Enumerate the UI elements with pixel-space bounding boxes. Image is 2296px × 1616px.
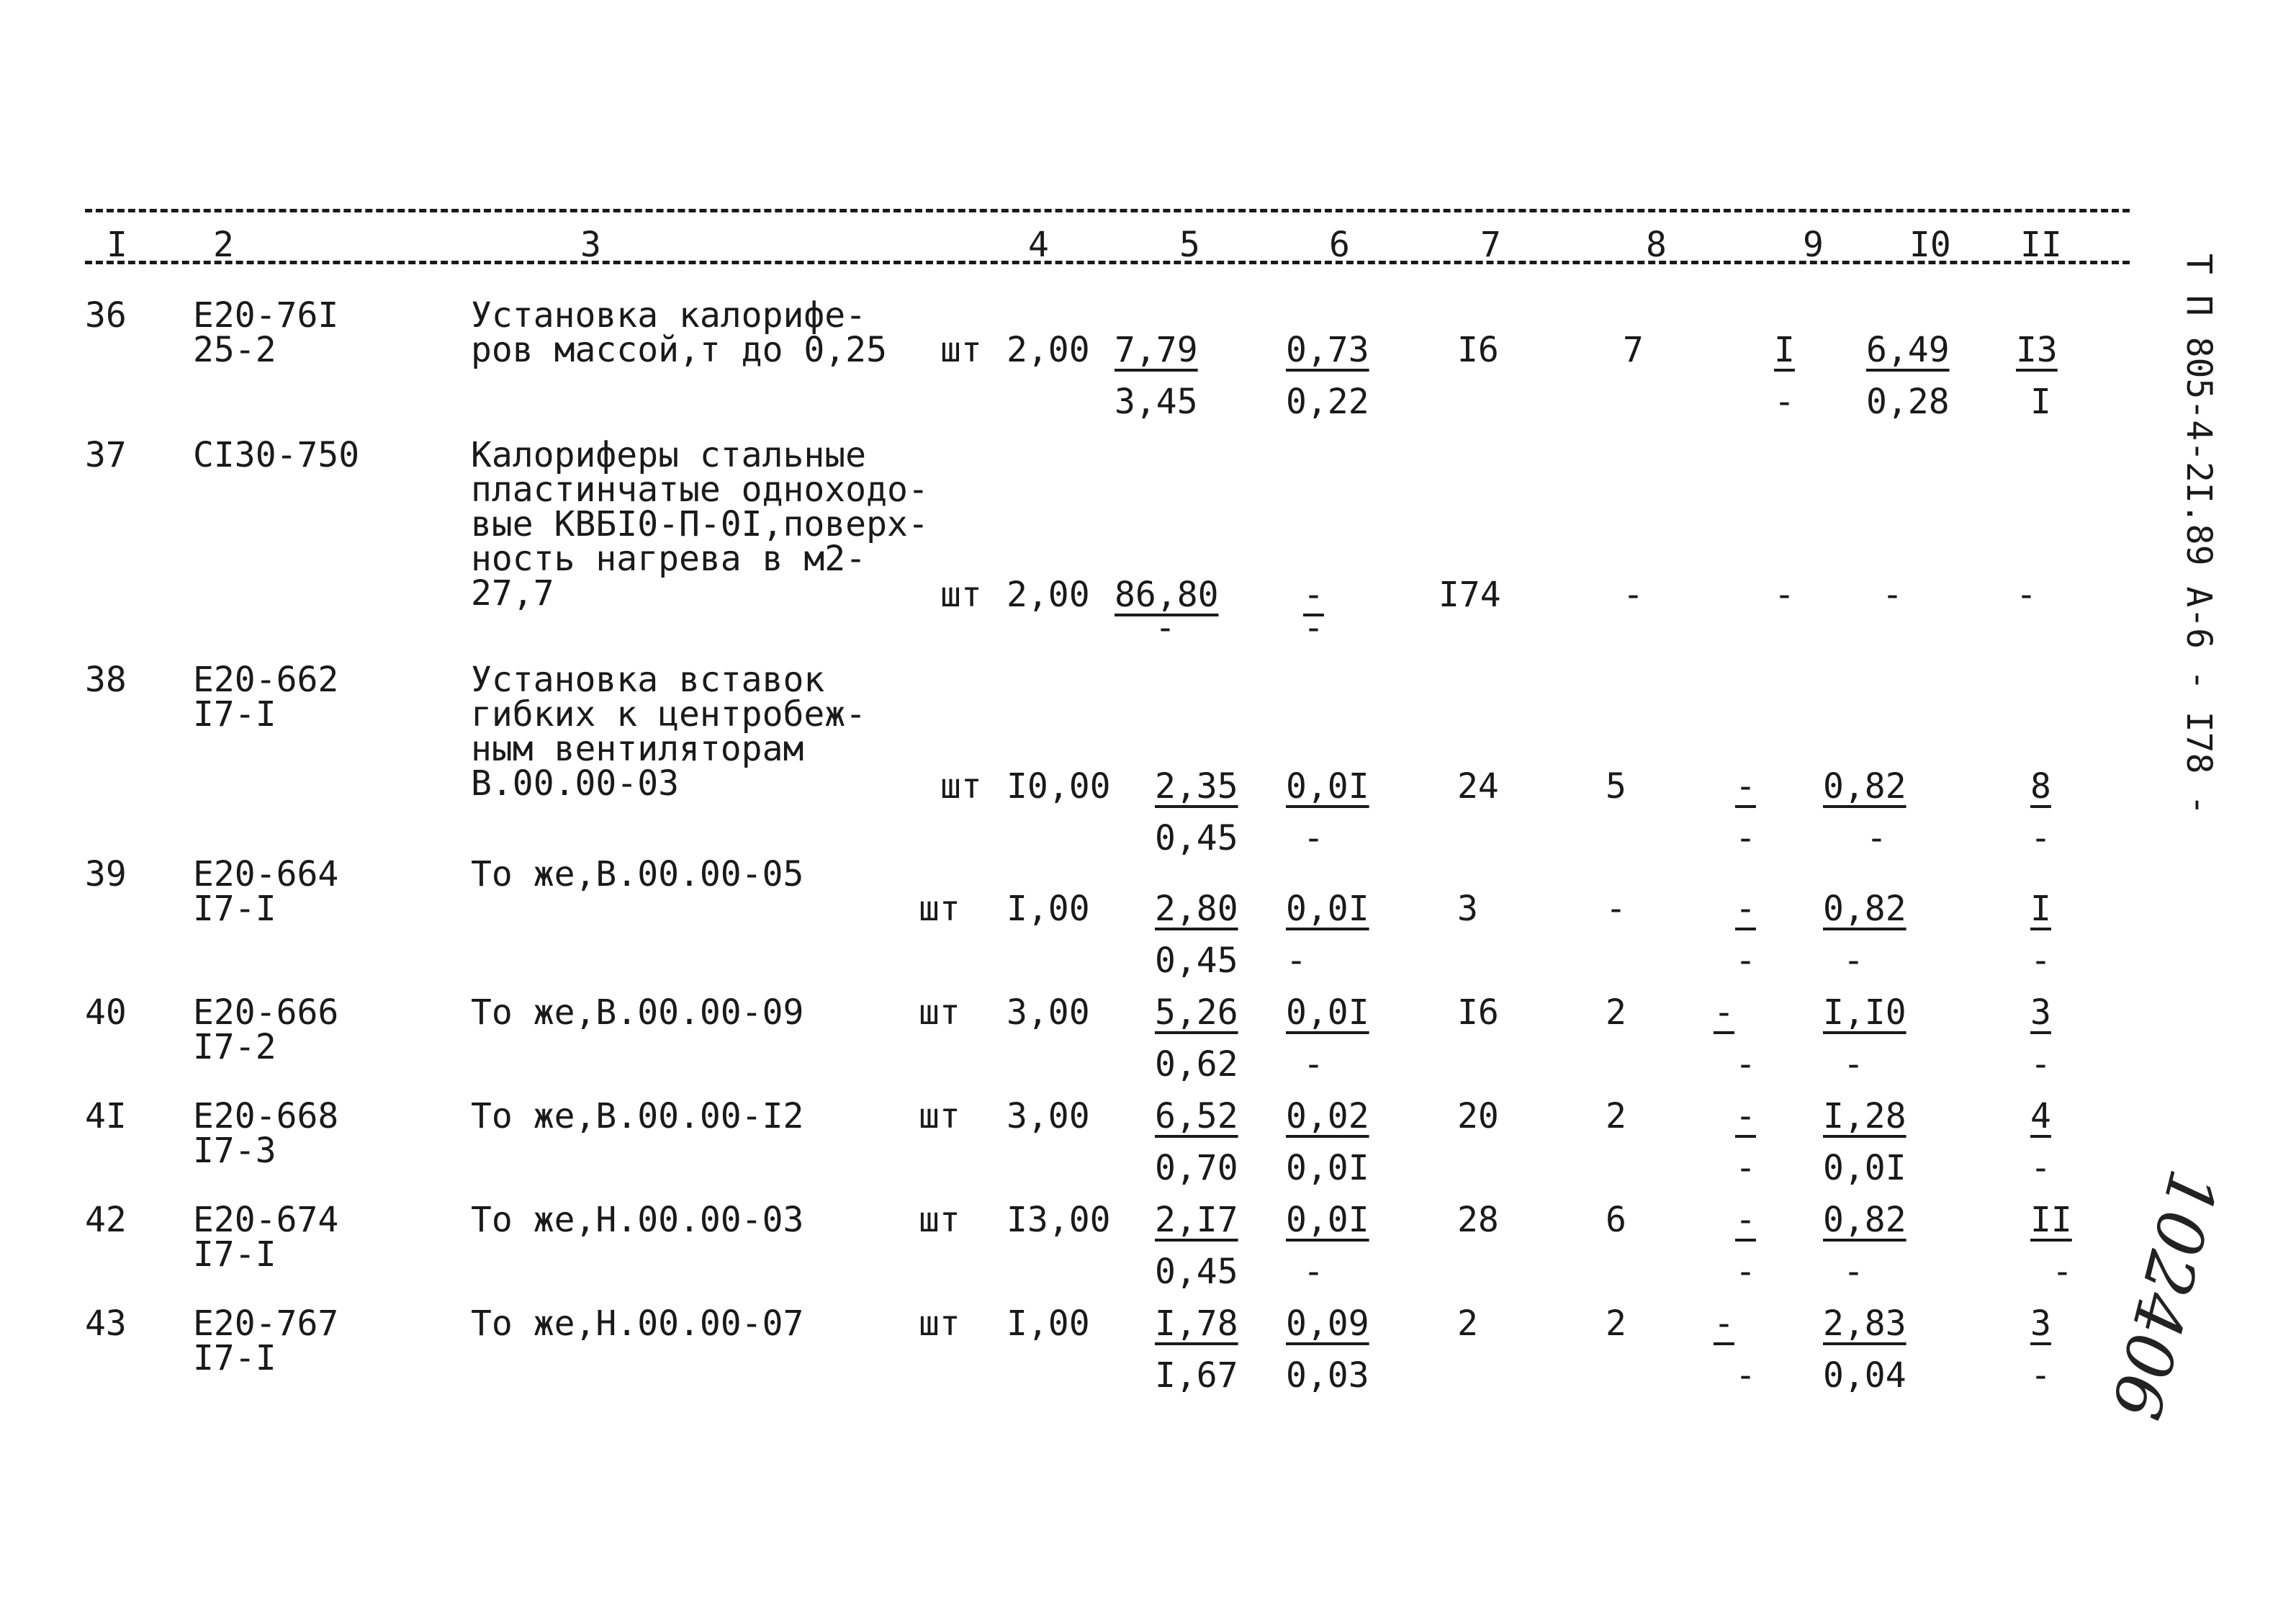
- cell-10: I,I0: [1823, 992, 1906, 1033]
- cell-7: I6: [1457, 330, 1499, 370]
- row-quantity: I,00: [1007, 1303, 1090, 1344]
- cell-10: 0,82: [1823, 766, 1906, 807]
- row-unit: шт: [919, 992, 960, 1033]
- row-quantity: 3,00: [1007, 992, 1090, 1033]
- cell-6-sub: -: [1303, 1252, 1324, 1292]
- cell-5-sub: 0,62: [1155, 1044, 1238, 1085]
- cell-5: 5,26: [1155, 992, 1238, 1033]
- cell-5-sub: -: [1155, 608, 1176, 648]
- cell-10: -: [1882, 575, 1903, 615]
- cell-9-sub: -: [1735, 1044, 1756, 1085]
- col-header-8: 8: [1646, 225, 1667, 265]
- row-unit: шт: [919, 1303, 960, 1344]
- row-description: То же,Н.00.00-07: [471, 1303, 804, 1344]
- cell-9-sub: -: [1774, 382, 1795, 422]
- cell-10: 0,82: [1823, 889, 1906, 929]
- cell-9: -: [1735, 766, 1756, 807]
- row-code-sub: I7-2: [193, 1027, 276, 1067]
- cell-6: 0,09: [1286, 1303, 1369, 1344]
- cell-8: 7: [1623, 330, 1644, 370]
- cell-6-sub: 0,0I: [1286, 1148, 1369, 1188]
- cell-5-sub: 3,45: [1115, 382, 1198, 422]
- cell-11: 4: [2030, 1096, 2051, 1136]
- cell-11: 3: [2030, 1303, 2051, 1344]
- cell-5-sub: I,67: [1155, 1355, 1238, 1396]
- cell-9: -: [1714, 1303, 1734, 1344]
- cell-11-sub: -: [2030, 818, 2051, 858]
- row-number: 42: [85, 1200, 127, 1240]
- cell-5: 86,80: [1115, 575, 1219, 615]
- row-number: 4I: [85, 1096, 127, 1136]
- cell-9: -: [1735, 889, 1756, 929]
- row-code: СI30-750: [193, 435, 360, 475]
- cell-10: 2,83: [1823, 1303, 1906, 1344]
- cell-6: 0,0I: [1286, 1200, 1369, 1240]
- cell-10-sub: -: [1843, 941, 1864, 981]
- cell-10-sub: -: [1843, 1252, 1864, 1292]
- cell-10-sub: 0,0I: [1823, 1148, 1906, 1188]
- cell-9-sub: -: [1735, 1252, 1756, 1292]
- row-description: То же,В.00.00-05: [471, 854, 804, 894]
- cell-8: 6: [1606, 1200, 1626, 1240]
- cell-5-sub: 0,45: [1155, 818, 1238, 858]
- cell-11: 8: [2030, 766, 2051, 807]
- cell-5: I,78: [1155, 1303, 1238, 1344]
- cell-11: 3: [2030, 992, 2051, 1033]
- row-code: Е20-666: [193, 992, 339, 1033]
- cell-10-sub: -: [1843, 1044, 1864, 1085]
- cell-8: 5: [1606, 766, 1626, 807]
- cell-6-sub: 0,22: [1286, 382, 1369, 422]
- row-quantity: 2,00: [1007, 330, 1090, 370]
- row-number: 40: [85, 992, 127, 1033]
- row-code: Е20-767: [193, 1303, 339, 1344]
- col-header-1: I: [107, 225, 127, 265]
- row-unit: шт: [940, 330, 982, 370]
- cell-11-sub: -: [2030, 1148, 2051, 1188]
- row-description: Калориферы стальные пластинчатые одноходо- вые КВБI0-П-0I,поверх- ность нагрева в м2- 27,7: [471, 435, 929, 614]
- cell-10-sub: 0,28: [1866, 382, 1950, 422]
- row-code: Е20-662: [193, 660, 339, 700]
- cell-6: 0,0I: [1286, 992, 1369, 1033]
- row-unit: шт: [940, 766, 982, 807]
- col-header-9: 9: [1803, 225, 1824, 265]
- row-quantity: I3,00: [1007, 1200, 1111, 1240]
- document-code-vertical: Т П 805-4-2I.89 А-6 - I78 -: [2179, 253, 2219, 816]
- col-header-11: II: [2020, 225, 2062, 265]
- cell-7: 28: [1457, 1200, 1499, 1240]
- row-code-sub: I7-I: [193, 1234, 276, 1275]
- row-number: 43: [85, 1303, 127, 1344]
- cell-6-sub: -: [1286, 941, 1307, 981]
- cell-8: -: [1623, 575, 1644, 615]
- row-description: То же,В.00.00-I2: [471, 1096, 804, 1136]
- cell-7: 2: [1457, 1303, 1478, 1344]
- cell-8: 2: [1606, 1303, 1626, 1344]
- cell-7: I74: [1439, 575, 1501, 615]
- row-code: Е20-674: [193, 1200, 339, 1240]
- cell-7: 20: [1457, 1096, 1499, 1136]
- row-number: 37: [85, 435, 127, 475]
- cell-10: 0,82: [1823, 1200, 1906, 1240]
- row-quantity: I0,00: [1007, 766, 1111, 807]
- cell-9-sub: -: [1735, 941, 1756, 981]
- cell-10: 6,49: [1866, 330, 1950, 370]
- row-number: 39: [85, 854, 127, 894]
- row-description: То же,Н.00.00-03: [471, 1200, 804, 1240]
- cell-7: 24: [1457, 766, 1499, 807]
- cell-9-sub: -: [1735, 1148, 1756, 1188]
- row-unit: шт: [919, 889, 960, 929]
- col-header-6: 6: [1329, 225, 1350, 265]
- cell-5-sub: 0,45: [1155, 941, 1238, 981]
- row-unit: шт: [919, 1200, 960, 1240]
- cell-9: -: [1774, 575, 1795, 615]
- cell-6: 0,73: [1286, 330, 1369, 370]
- header-rule-top: [85, 209, 2130, 216]
- col-header-4: 4: [1028, 225, 1049, 265]
- cell-11-sub: -: [2030, 1355, 2051, 1396]
- cell-11: -: [2016, 575, 2037, 615]
- row-description: Установка вставок гибких к центробеж- ным вентиляторам В.00.00-03: [471, 660, 867, 804]
- row-code-sub: 25-2: [193, 330, 276, 370]
- cell-11-sub: -: [2030, 941, 2051, 981]
- cell-6: 0,0I: [1286, 766, 1369, 807]
- col-header-7: 7: [1480, 225, 1501, 265]
- col-header-5: 5: [1179, 225, 1200, 265]
- cell-11: I: [2030, 889, 2051, 929]
- cell-6-sub: -: [1303, 1044, 1324, 1085]
- cell-7: 3: [1457, 889, 1478, 929]
- row-unit: шт: [940, 575, 982, 615]
- row-code: Е20-76I: [193, 295, 339, 336]
- col-header-2: 2: [213, 225, 234, 265]
- cell-9-sub: -: [1735, 1355, 1756, 1396]
- cell-6: 0,0I: [1286, 889, 1369, 929]
- cell-11: II: [2030, 1200, 2072, 1240]
- col-header-3: 3: [580, 225, 601, 265]
- cell-11: I3: [2016, 330, 2058, 370]
- cell-5-sub: 0,70: [1155, 1148, 1238, 1188]
- cell-5-sub: 0,45: [1155, 1252, 1238, 1292]
- cell-6-sub: -: [1303, 818, 1324, 858]
- row-code-sub: I7-I: [193, 1338, 276, 1378]
- cell-11-sub: -: [2030, 1044, 2051, 1085]
- cell-8: -: [1606, 889, 1626, 929]
- row-code-sub: I7-I: [193, 889, 276, 929]
- row-quantity: I,00: [1007, 889, 1090, 929]
- cell-5: 2,80: [1155, 889, 1238, 929]
- cell-10-sub: -: [1866, 818, 1887, 858]
- cell-8: 2: [1606, 992, 1626, 1033]
- col-header-10: I0: [1909, 225, 1951, 265]
- row-quantity: 2,00: [1007, 575, 1090, 615]
- cell-8: 2: [1606, 1096, 1626, 1136]
- row-code-sub: I7-I: [193, 694, 276, 735]
- cell-9-sub: -: [1735, 818, 1756, 858]
- cell-6: 0,02: [1286, 1096, 1369, 1136]
- row-description: То же,В.00.00-09: [471, 992, 804, 1033]
- cell-9: -: [1735, 1096, 1756, 1136]
- handwritten-number: 102406: [2096, 1162, 2232, 1427]
- cell-9: -: [1714, 992, 1734, 1033]
- cell-6-sub: -: [1303, 608, 1324, 648]
- row-unit: шт: [919, 1096, 960, 1136]
- row-code-sub: I7-3: [193, 1131, 276, 1171]
- cell-11-sub: -: [2052, 1252, 2073, 1292]
- row-number: 36: [85, 295, 127, 336]
- row-description: Установка калорифе- ров массой,т до 0,25: [471, 295, 887, 370]
- cell-5: 7,79: [1115, 330, 1198, 370]
- cell-7: I6: [1457, 992, 1499, 1033]
- row-code: Е20-668: [193, 1096, 339, 1136]
- cell-9: -: [1735, 1200, 1756, 1240]
- row-number: 38: [85, 660, 127, 700]
- cell-9: I: [1774, 330, 1795, 370]
- cell-10: I,28: [1823, 1096, 1906, 1136]
- cell-11-sub: I: [2030, 382, 2051, 422]
- cell-5: 2,35: [1155, 766, 1238, 807]
- row-code: Е20-664: [193, 854, 339, 894]
- cell-5: 2,I7: [1155, 1200, 1238, 1240]
- cell-6: -: [1303, 575, 1324, 615]
- cell-10-sub: 0,04: [1823, 1355, 1906, 1396]
- cell-5: 6,52: [1155, 1096, 1238, 1136]
- cell-6-sub: 0,03: [1286, 1355, 1369, 1396]
- row-quantity: 3,00: [1007, 1096, 1090, 1136]
